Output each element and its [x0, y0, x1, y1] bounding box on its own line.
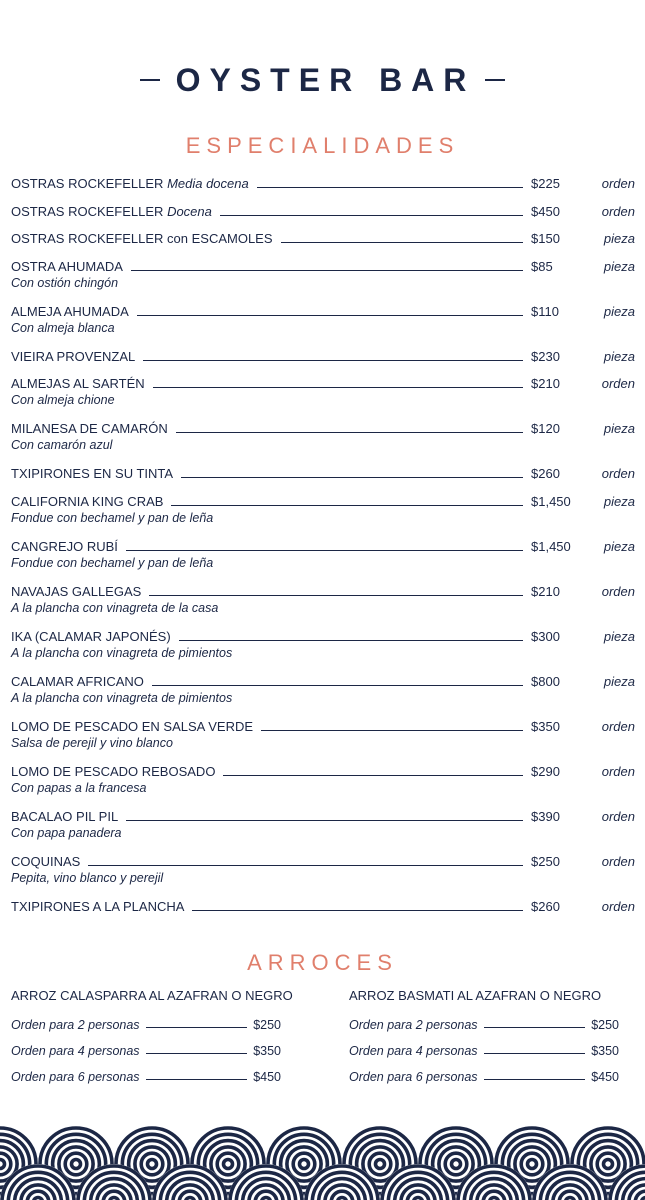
menu-item-row [11, 535, 635, 555]
menu-item-row [11, 490, 635, 510]
menu-item-price: $260 [531, 466, 560, 481]
menu-item-row [11, 200, 635, 220]
menu-item-description: Con papas a la francesa [11, 780, 147, 795]
menu-item-name [11, 899, 184, 915]
menu-item-title: OSTRA AHUMADA [11, 258, 123, 274]
menu-item-description: A la plancha con vinagreta de pimientos [11, 645, 233, 660]
menu-item [11, 535, 635, 580]
menu-item-unit: orden [601, 898, 635, 914]
arroz-option-label: Orden para 6 personas [349, 1070, 478, 1084]
menu-item-name [11, 466, 173, 482]
menu-item-price: $210 [531, 376, 560, 391]
menu-item-price: $1,450 [531, 538, 571, 554]
menu-item-unit: pieza [603, 493, 635, 509]
menu-item-row [11, 172, 635, 192]
menu-item-price: $120 [531, 421, 560, 436]
menu-item-name [11, 809, 118, 825]
arroz-option-price: $350 [253, 1044, 281, 1058]
menu-item-row [11, 670, 635, 690]
leader-line [146, 1027, 248, 1028]
menu-item-title: TXIPIRONES A LA PLANCHA [11, 898, 185, 914]
menu-item-description: Con papa panadera [11, 825, 122, 840]
leader-line [126, 550, 523, 551]
menu-item-title: CANGREJO RUBÍ [11, 538, 118, 554]
menu-item-unit: orden [601, 203, 635, 219]
menu-item [11, 200, 635, 228]
menu-item-qualifier: Media docena [167, 176, 249, 191]
menu-item-title: NAVAJAS GALLEGAS [11, 583, 142, 599]
menu-item [11, 760, 635, 805]
menu-item-row [11, 372, 635, 392]
menu-item-row [11, 580, 635, 600]
menu-item-name [11, 584, 141, 600]
arroz-option-price: $450 [591, 1070, 619, 1084]
arroces-heading: ARROCES [247, 950, 398, 975]
leader-line [152, 685, 523, 686]
menu-item-title: BACALAO PIL PIL [11, 808, 119, 824]
menu-item-title: LOMO DE PESCADO REBOSADO [11, 763, 216, 779]
menu-item [11, 715, 635, 760]
leader-line [281, 242, 523, 243]
especialidades-list [11, 172, 635, 922]
arroz-option-label: Orden para 2 personas [349, 1018, 478, 1032]
menu-item [11, 417, 635, 462]
arroz-heading: ARROZ BASMATI AL AZAFRAN O NEGRO [349, 988, 602, 1003]
menu-item-price: $800 [531, 673, 560, 689]
menu-item-title: CALIFORNIA KING CRAB [11, 493, 164, 509]
menu-item-description: Con almeja chione [11, 393, 115, 407]
arroz-option-price: $250 [253, 1018, 281, 1032]
menu-item-name [11, 304, 129, 320]
leader-line [146, 1053, 248, 1054]
menu-item-price: $290 [531, 763, 560, 779]
menu-item-price: $260 [531, 898, 560, 914]
menu-item-unit: pieza [603, 231, 635, 246]
especialidades-heading: ESPECIALIDADES [185, 133, 460, 158]
menu-item-name [11, 176, 249, 192]
menu-item [11, 172, 635, 200]
menu-item-name [11, 629, 171, 645]
menu-item-description: Pepita, vino blanco y perejil [11, 870, 164, 885]
menu-item-name [11, 349, 135, 365]
menu-title: OYSTER BAR [175, 61, 476, 98]
menu-item [11, 670, 635, 715]
menu-item-title: ALMEJA AHUMADA [11, 303, 129, 319]
menu-item-name [11, 494, 163, 510]
menu-item-name [11, 764, 215, 780]
menu-item-row [11, 255, 635, 275]
menu-item-price: $350 [531, 718, 560, 734]
menu-item-row [11, 715, 635, 735]
wave-pattern-decoration [0, 1118, 645, 1200]
leader-line [126, 820, 523, 821]
menu-item-name [11, 204, 212, 220]
menu-item-unit: pieza [603, 628, 635, 644]
arroz-option-price: $350 [591, 1044, 619, 1058]
menu-item-price: $110 [531, 303, 559, 319]
leader-line [484, 1027, 586, 1028]
menu-item-price: $300 [531, 628, 560, 644]
menu-item-price: $230 [531, 348, 560, 364]
leader-line [181, 477, 523, 478]
menu-item-description: Con ostión chingón [11, 275, 119, 290]
menu-item-title: CALAMAR AFRICANO [11, 673, 144, 689]
menu-item-title: OSTRAS ROCKEFELLER [11, 203, 164, 219]
menu-item [11, 300, 635, 345]
menu-item-name [11, 421, 168, 437]
menu-item-unit: pieza [603, 303, 635, 319]
menu-item-title: COQUINAS [11, 853, 81, 869]
menu-item-description: Con almeja blanca [11, 320, 115, 335]
menu-item [11, 625, 635, 670]
menu-item-row [11, 625, 635, 645]
leader-line [484, 1079, 586, 1080]
menu-item-description: Con camarón azul [11, 438, 113, 452]
header-dash-right [485, 79, 505, 81]
menu-item-unit: pieza [603, 348, 635, 364]
arroz-option-label: Orden para 4 personas [349, 1044, 478, 1058]
leader-line [137, 315, 523, 316]
menu-item-title: OSTRAS ROCKEFELLER con ESCAMOLES [11, 231, 273, 246]
menu-item [11, 895, 635, 923]
arroz-option-price: $250 [591, 1018, 619, 1032]
arroz-option [349, 1006, 619, 1032]
menu-item [11, 255, 635, 300]
menu-item-unit: pieza [603, 538, 635, 554]
menu-item-title: IKA (CALAMAR JAPONÉS) [11, 628, 171, 644]
menu-item [11, 580, 635, 625]
menu-item-name [11, 674, 144, 690]
menu-item-unit: orden [601, 808, 635, 824]
menu-item-description: A la plancha con vinagreta de la casa [11, 600, 219, 615]
arroz-column-basmati [349, 988, 619, 1084]
leader-line [484, 1053, 586, 1054]
menu-item-name [11, 231, 273, 247]
menu-item-title: OSTRAS ROCKEFELLER [11, 176, 164, 191]
menu-item-title: MILANESA DE CAMARÓN [11, 421, 168, 436]
menu-item-unit: orden [601, 718, 635, 734]
menu-item-unit: orden [601, 466, 635, 481]
menu-item-price: $85 [531, 258, 553, 274]
leader-line [153, 387, 523, 388]
menu-item-row [11, 462, 635, 482]
menu-header [0, 58, 645, 102]
menu-item-title: ALMEJAS AL SARTÉN [11, 376, 145, 391]
menu-item-unit: orden [601, 583, 635, 599]
menu-item-unit: pieza [603, 421, 635, 436]
leader-line [220, 215, 523, 216]
arroz-option [11, 1032, 281, 1058]
menu-item-description: Salsa de perejil y vino blanco [11, 735, 173, 750]
leader-line [146, 1079, 248, 1080]
menu-item-price: $225 [531, 176, 560, 191]
leader-line [176, 432, 523, 433]
leader-line [149, 595, 523, 596]
leader-line [88, 865, 523, 866]
arroz-option-price: $450 [253, 1070, 281, 1084]
arroz-heading: ARROZ CALASPARRA AL AZAFRAN O NEGRO [11, 988, 293, 1003]
menu-item-unit: orden [601, 763, 635, 779]
menu-item-unit: orden [601, 853, 635, 869]
menu-item-description: A la plancha con vinagreta de pimientos [11, 690, 233, 705]
menu-item-price: $210 [531, 583, 560, 599]
menu-item-qualifier: Docena [167, 203, 212, 219]
menu-item-price: $450 [531, 203, 560, 219]
leader-line [261, 730, 523, 731]
menu-item-name [11, 376, 145, 392]
menu-item-title: TXIPIRONES EN SU TINTA [11, 466, 174, 481]
menu-item-row [11, 895, 635, 915]
menu-item-price: $390 [531, 808, 560, 824]
menu-item-name [11, 854, 80, 870]
arroz-option-label: Orden para 4 personas [11, 1044, 140, 1058]
menu-item [11, 462, 635, 490]
menu-item [11, 372, 635, 417]
menu-item-description: Fondue con bechamel y pan de leña [11, 510, 214, 525]
menu-item-row [11, 345, 635, 365]
arroz-option [349, 1058, 619, 1084]
menu-item-price: $250 [531, 853, 560, 869]
leader-line [131, 270, 523, 271]
menu-item-name [11, 719, 253, 735]
leader-line [179, 640, 523, 641]
menu-item-title: LOMO DE PESCADO EN SALSA VERDE [11, 718, 254, 734]
menu-item-row [11, 760, 635, 780]
menu-item-unit: pieza [603, 258, 635, 274]
arroz-option [349, 1032, 619, 1058]
leader-line [143, 360, 523, 361]
menu-item-unit: pieza [603, 673, 635, 689]
menu-item-unit: orden [601, 176, 635, 191]
menu-item-name [11, 539, 118, 555]
leader-line [257, 187, 523, 188]
menu-item-price: $1,450 [531, 493, 571, 509]
leader-line [192, 910, 523, 911]
menu-item-row [11, 805, 635, 825]
menu-item-unit: orden [601, 376, 635, 391]
arroz-option [11, 1058, 281, 1084]
arroz-column-calasparra [11, 988, 293, 1084]
menu-item [11, 227, 635, 255]
menu-item-row [11, 850, 635, 870]
arroz-option-label: Orden para 2 personas [11, 1018, 140, 1032]
header-dash-left [140, 79, 160, 81]
menu-item [11, 490, 635, 535]
arroz-option-label: Orden para 6 personas [11, 1070, 140, 1084]
menu-item-description: Fondue con bechamel y pan de leña [11, 555, 214, 570]
menu-item-row [11, 300, 635, 320]
menu-item-row [11, 227, 635, 247]
leader-line [223, 775, 523, 776]
menu-item-title: VIEIRA PROVENZAL [11, 348, 136, 364]
menu-item [11, 805, 635, 850]
menu-item [11, 345, 635, 373]
menu-item-name [11, 259, 123, 275]
menu-item-price: $150 [531, 231, 560, 246]
leader-line [171, 505, 523, 506]
arroz-option [11, 1006, 281, 1032]
menu-item [11, 850, 635, 895]
menu-item-row [11, 417, 635, 437]
